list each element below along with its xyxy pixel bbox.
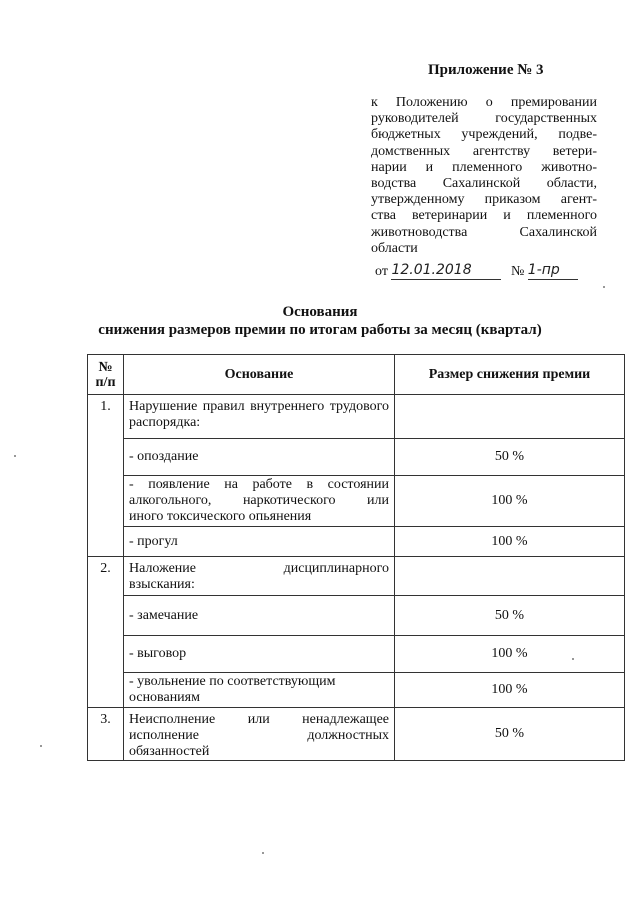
reference-line: домственных агентству ветери- xyxy=(371,143,597,159)
reference-line: к Положению о премировании xyxy=(371,95,597,110)
reference-line: области xyxy=(371,240,418,256)
reduction-value: 100 % xyxy=(395,527,625,557)
handwritten-number: 1-пр xyxy=(527,262,560,278)
table-row xyxy=(88,596,625,636)
basis-item: - появление на работе в состоянии алкогольного, наркотического или иного токсического опьянения xyxy=(124,476,395,527)
reference-line: бюджетных учреждений, подве- xyxy=(371,127,597,143)
table-row xyxy=(88,636,625,673)
table-row xyxy=(88,439,625,476)
table-header-row xyxy=(88,355,625,395)
reference-line: руководителей государственных xyxy=(371,111,597,127)
empty-cell xyxy=(395,395,625,439)
scan-speck xyxy=(603,286,605,288)
table-row xyxy=(88,395,625,439)
reference-line: водства Сахалинской области, xyxy=(371,176,597,192)
table-row xyxy=(88,557,625,596)
reference-line: нарии и племенного животно- xyxy=(371,159,597,175)
reduction-value: 100 % xyxy=(395,636,625,673)
section-title: Наложение дисциплинарного взыскания: xyxy=(124,557,395,596)
section-title: Неисполнение или ненадлежащее исполнение должностных обязанностей xyxy=(124,708,395,761)
row-number: 1. xyxy=(88,395,124,557)
scan-speck xyxy=(40,745,42,747)
header-size: Размер снижения премии xyxy=(395,355,625,395)
table-row xyxy=(88,476,625,527)
header-num: № п/п xyxy=(88,355,124,395)
reduction-value: 100 % xyxy=(395,673,625,708)
reference-line: утвержденному приказом агент- xyxy=(371,192,597,208)
empty-cell xyxy=(395,557,625,596)
basis-item: - замечание xyxy=(124,596,395,636)
handwritten-date: 12.01.2018 xyxy=(391,262,472,278)
reference-line: ства ветеринарии и племенного xyxy=(371,208,597,224)
row-number: 2. xyxy=(88,557,124,708)
reduction-value: 50 % xyxy=(395,596,625,636)
scan-speck xyxy=(14,455,16,457)
scan-speck xyxy=(572,658,574,660)
reference-block xyxy=(371,95,597,257)
deductions-table xyxy=(87,354,625,761)
basis-item: - опоздание xyxy=(124,439,395,476)
section-title: Нарушение правил внутреннего трудового распорядка: xyxy=(124,395,395,439)
basis-item: - прогул xyxy=(124,527,395,557)
reference-line: животноводства Сахалинской xyxy=(371,224,597,240)
basis-item: - выговор xyxy=(124,636,395,673)
row-number: 3. xyxy=(88,708,124,761)
reduction-value: 100 % xyxy=(395,476,625,527)
date-prefix: от xyxy=(375,264,388,279)
document-subtitle: снижения размеров премии по итогам работы за месяц (квартал) xyxy=(98,322,542,338)
table-row xyxy=(88,708,625,761)
reduction-value: 50 % xyxy=(395,708,625,761)
table-row xyxy=(88,527,625,557)
document-title: Основания xyxy=(282,304,358,320)
appendix-title: Приложение № 3 xyxy=(428,62,544,78)
order-date-number xyxy=(375,262,605,280)
basis-item: - увольнение по соответствующим основаниям xyxy=(124,673,395,708)
number-prefix: № xyxy=(510,264,525,279)
table-row xyxy=(88,673,625,708)
reduction-value: 50 % xyxy=(395,439,625,476)
scan-speck xyxy=(262,852,264,854)
header-basis: Основание xyxy=(124,355,395,395)
